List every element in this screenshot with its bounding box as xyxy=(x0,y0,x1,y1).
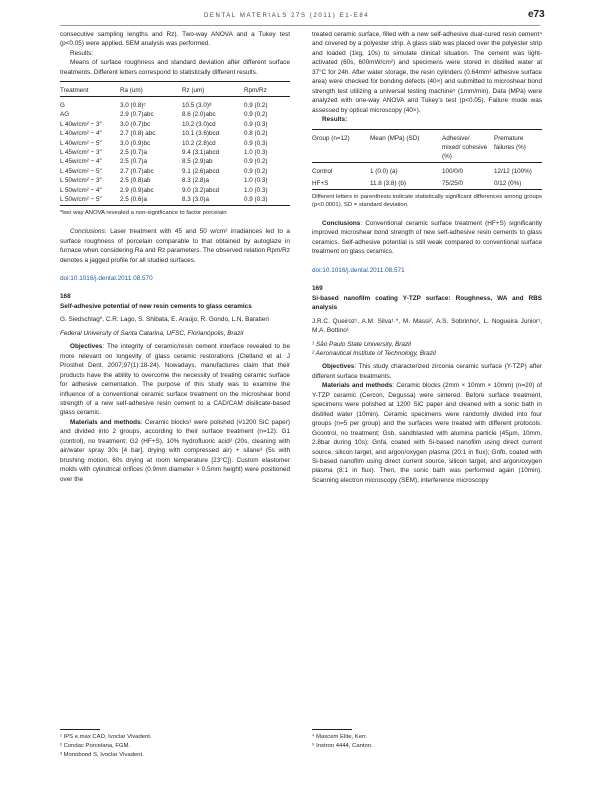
table-cell: 0.9 (0.3) xyxy=(244,120,268,128)
table-cell: 0.9 (0.2) xyxy=(244,158,268,166)
table-cell: 9.1 (2.6)abcd xyxy=(182,167,220,175)
table-row xyxy=(60,120,290,129)
methods-paragraph xyxy=(312,381,542,485)
bond-strength-table xyxy=(312,129,542,193)
table-cell: L 50w/cm² − 4″ xyxy=(60,186,102,194)
table-cell: G xyxy=(60,101,65,109)
authors: G. Siedschlag*, C.R. Lago, S. Shibata, E. Araújo, R. Gondo, L.N. Baratieri xyxy=(60,316,269,324)
table-row xyxy=(60,157,290,166)
objectives-text: : The integrity of ceramic/resin cement interface revealed to be more relevant on longevity of glass ceramic restorations (Clelland et al. J Prosthet Dent. 2007;97(1):18-24). Nowadays, manufactures claim that their products have the ability to overcome the necessity of treating ceramic surface for adhesive cementation. The purpose of this study was to examine the influence of a conventional ceramic surface treatment on the microshear bond strength of a new self-adhesive resin cement to a CAD/CAM disilicate-based glass ceramic. xyxy=(60,343,290,417)
methods-label: Materials and methods xyxy=(70,418,141,426)
results-label: Results: xyxy=(322,116,348,124)
header-rule xyxy=(60,25,540,26)
table-cell: 100/0/0 xyxy=(442,167,464,175)
table-cell: 9.0 (3.2)abcd xyxy=(182,186,220,194)
table-cell: 3.0 (0.8)ᶜ xyxy=(120,101,146,109)
table-cell: 1.0 (0.3) xyxy=(244,148,268,156)
table-cell: 0.8 (0.2) xyxy=(244,130,268,138)
table-cell: L 45w/cm² − 3″ xyxy=(60,148,102,156)
journal-header: DENTAL MATERIALS 27S (2011) E1-E84 xyxy=(204,13,370,19)
table-row xyxy=(312,167,542,176)
doi-link[interactable]: doi:10.1016/j.dental.2011.08.571 xyxy=(312,266,405,274)
right-column xyxy=(312,30,542,485)
affiliation: ¹ São Paulo State University, Brazil xyxy=(312,340,411,348)
table-cell: 8.3 (3.0)a xyxy=(182,196,209,204)
table-cell: 0.9 (0.2) xyxy=(244,167,268,175)
methods-text: : Ceramic blocks¹ were polished (#1200 SiC paper) and divided into 2 groups, according to their surface treatment (n=12): G1 (control), no treatment; G2 (HF+S), 10% hydrofluoric acid² (20s, cleaning with air/water spray 30s [4 bar], drying with compressed air) + silane³ (5s with brushing motion, 60s drying at room temperature [23°C]). Custom elastomer molds with cylindrical orifices (0.9mm diameter × 0.5mm height) were positioned over the xyxy=(60,418,290,483)
footnote: ¹ IPS e.max CAD, Ivoclar Vivadent. xyxy=(60,734,152,740)
footnote: ³ Monobond S, Ivoclar Vivadent. xyxy=(60,751,144,758)
methods-text: : Ceramic blocks (2mm × 10mm × 10mm) (n=20) of Y-TZP ceramic (Cercon, Degussa) were sintered. Before surface treatment, specimens were polished at 1200 SiC paper and cleaned with a sonic bath in distilled water (10min). Ceramic specimens were randomly divided into four groups (n=5 per group) and the surfaces were treated with different protocols: Gcontrol, no treatment; Gsb, sandblasted with alumina particle (45µm, 10mm, 2.8bar during 10s); Gnfa, coated with Si-based nanofilm using direct current source, silicon target, and argon/oxygen plasma (20:1 in flux); Gnfb, coated with Si-based nanofilm using direct current source, silicon target, and argon/oxygen plasma (8:1 in flux). Then, the sonic bath was performed again (10min). Scanning electron microscopy (SEM), interference microscopy xyxy=(312,382,542,484)
table-row xyxy=(60,176,290,185)
table-cell: 12/12 (100%) xyxy=(494,167,532,175)
table-cell: L 50w/cm² − 3″ xyxy=(60,177,102,185)
table-cell: 10.2 (2.8)cd xyxy=(182,139,216,147)
methods-label: Materials and methods xyxy=(322,382,393,390)
footnote-rule xyxy=(60,729,100,730)
table-footnote: Different letters in parenthesis indicate statistically significant differences among groups (p<0.0001). SD = standard deviation. xyxy=(312,193,542,209)
table-cell: 2.7 (0.7)abc xyxy=(120,167,154,175)
objectives-text: : This study characterized zirconia ceramic surface (Y-TZP) after different surface treatments. xyxy=(312,363,542,380)
table-cell: 3.0 (0.7)bc xyxy=(120,120,151,128)
table-header-cell: Adhesive/ mixed/ cohesive (%) xyxy=(442,134,488,161)
table-cell: 10.2 (3.0)cd xyxy=(182,120,216,128)
table-cell: 2.7 (0.8) abc xyxy=(120,130,156,138)
table-header-row xyxy=(60,86,290,96)
conclusions-label: Conclusions xyxy=(70,228,105,236)
page-number: e73 xyxy=(528,9,545,20)
methods-paragraph xyxy=(60,418,290,484)
table-cell: 2.9 (0.7)abc xyxy=(120,111,154,119)
table-cell: 2.9 (0.9)abc xyxy=(120,186,154,194)
abstract-number: 168 xyxy=(60,293,71,301)
table-row xyxy=(60,167,290,176)
table-row xyxy=(60,139,290,148)
table-header-cell: Group (n=12) xyxy=(312,134,350,142)
footnote: ² Condac Porcelana, FGM. xyxy=(60,742,131,749)
table-row xyxy=(60,110,290,119)
objectives-label: Objectives xyxy=(322,363,355,371)
table-cell: L 40w/cm² − 5″ xyxy=(60,139,102,147)
table-header-cell: Mean (MPa) (SD) xyxy=(370,134,420,142)
table-cell: HF+S xyxy=(312,180,329,188)
table-header-cell: Treatment xyxy=(60,87,89,95)
table-cell: 1.0 (0.3) xyxy=(244,177,268,185)
table-cell: L 45w/cm² − 4″ xyxy=(60,158,102,166)
objectives-paragraph xyxy=(60,342,290,418)
table-cell: 0.9 (0.2) xyxy=(244,111,268,119)
table-cell: 10.5 (3.0)ᵈ xyxy=(182,101,212,109)
table-cell: Control xyxy=(312,167,333,175)
affiliation: Federal University of Santa Catarina, UFSC, Florianópolis, Brazil xyxy=(60,329,244,337)
table-row xyxy=(60,101,290,110)
table-cell: 2.5 (0.8)ab xyxy=(120,177,151,185)
objectives-label: Objectives xyxy=(70,343,103,351)
table-cell: 3.0 (0.9)bc xyxy=(120,139,151,147)
table-row xyxy=(60,129,290,138)
table-footnote: *two way ANOVA revealed a non-significance to factor porcelain xyxy=(60,209,227,216)
table-cell: 0.9 (0.3) xyxy=(244,139,268,147)
table-row xyxy=(60,148,290,157)
left-footnotes xyxy=(60,733,290,759)
table-cell: 10.1 (3.6)bcd xyxy=(182,130,220,138)
left-column xyxy=(60,30,290,484)
conclusions-text: : Conventional ceramic surface treatment (HF+S) significantly improved microshear bond strength of new self-adhesive resin cements to glass ceramics. Self-adhesive potential is still weak compared to conventional surface treatment on glass ceramics. xyxy=(312,219,542,256)
affiliation: ² Aeronautical Institute of Technology, Brazil xyxy=(312,349,436,357)
table-cell: L 40w/cm² − 4″ xyxy=(60,130,102,138)
results-label: Results: xyxy=(70,49,94,57)
table-cell: 9.4 (3.1)abcd xyxy=(182,148,220,156)
table-cell: 0/12 (0%) xyxy=(494,180,522,188)
conclusions-paragraph xyxy=(60,227,290,265)
table-cell: 75/25/0 xyxy=(442,180,464,188)
table-cell: L 40w/cm² − 3″ xyxy=(60,120,102,128)
table-row xyxy=(60,195,290,205)
right-footnotes xyxy=(312,733,542,751)
table-cell: 2.5 (0.6)a xyxy=(120,196,147,204)
table-cell: 8.5 (2.9)ab xyxy=(182,158,213,166)
objectives-paragraph xyxy=(312,362,542,381)
table-cell: 1 (0.0) (a) xyxy=(370,167,398,175)
intro-paragraph: consecutive sampling lengths and Rz). Two-way ANOVA and a Tukey test (p<0.05) were applied. SEM analysis was performed. xyxy=(60,31,290,48)
table-cell: 8.3 (2.8)a xyxy=(182,177,209,185)
conclusions-label: Conclusions xyxy=(322,219,361,227)
doi-link[interactable]: doi:10.1016/j.dental.2011.08.570 xyxy=(60,274,153,282)
table-cell: AG xyxy=(60,111,70,119)
conclusions-text: : Laser treatment with 45 and 50 w/cm² irradiances led to a surface roughness of porcelain comparable to that obtained by autoglaze in furnace when considering Ra and Rz parameters. The observed relation Rpm/Rz denotes a jagged profile for all studied surfaces. xyxy=(60,228,290,264)
footnote-rule xyxy=(312,729,352,730)
table-row xyxy=(312,179,542,189)
continued-paragraph: treated ceramic surface, filled with a new self-adhesive dual-cured resin cement⁴ and covered by a polyester strip. A glass slab was placed over the polyester strip and loaded (1kg, 10s) to simulate clinical situation. The cement was light-activated (60s, 600mW/cm²) and specimens were stored in distilled water at 37°C for 24h. After water storage, the resin cylinders (0.64mm² adhesive surface area) were checked for bonding defects (40×) and submitted to microshear bond strength test utilizing a universal testing machine⁵ (1mm/min). Data (MPa) were analyzed with one-way ANOVA and Tukey's test (p<0.05). Failure mode was assessed by optical microscopy (40×). xyxy=(312,31,542,114)
table-row xyxy=(60,186,290,195)
table-cell: 0.9 (0.3) xyxy=(244,196,268,204)
table-header-row xyxy=(312,134,542,163)
table-header-cell: Rz (um) xyxy=(182,87,205,95)
table-cell: L 45w/cm² − 5″ xyxy=(60,167,102,175)
table-cell: 8.6 (2.0)abc xyxy=(182,111,216,119)
table-header-cell: Ra (um) xyxy=(120,87,143,95)
abstract-title: Self-adhesive potential of new resin cements to glass ceramics xyxy=(60,302,252,310)
table-cell: 1.0 (0.3) xyxy=(244,186,268,194)
table-header-cell: Premature failures (%) xyxy=(494,134,526,151)
table-cell: 0.9 (0.2) xyxy=(244,101,268,109)
table-cell: L 50w/cm² − 5″ xyxy=(60,196,102,204)
table-cell: 2.5 (0.7)a xyxy=(120,158,147,166)
table-header-cell: Rpm/Rz xyxy=(244,87,267,95)
table-cell: 2.5 (0.7)a xyxy=(120,148,147,156)
abstract-title: Si-based nanofilm coating Y-TZP surface: Roughness, WA and RBS analysis xyxy=(312,294,542,312)
footnote: ⁴ Maxcem Elite, Kerr. xyxy=(312,734,368,740)
conclusions-paragraph xyxy=(312,219,542,257)
footnote: ⁵ Instron 4444, Canton. xyxy=(312,742,373,749)
abstract-number: 169 xyxy=(312,285,323,293)
roughness-table xyxy=(60,81,290,208)
authors: J.R.C. Queiroz¹, A.M. Silva¹·*, M. Massi², A.S. Sobrinho², L. Nogueira Junior¹, M.A. Bottino¹ xyxy=(312,317,542,335)
table-cell: 11.8 (3.8) (b) xyxy=(370,180,406,188)
results-paragraph: Means of surface roughness and standard deviation after different surface treatments. Different letters correspond to statistically different results. xyxy=(60,59,290,76)
